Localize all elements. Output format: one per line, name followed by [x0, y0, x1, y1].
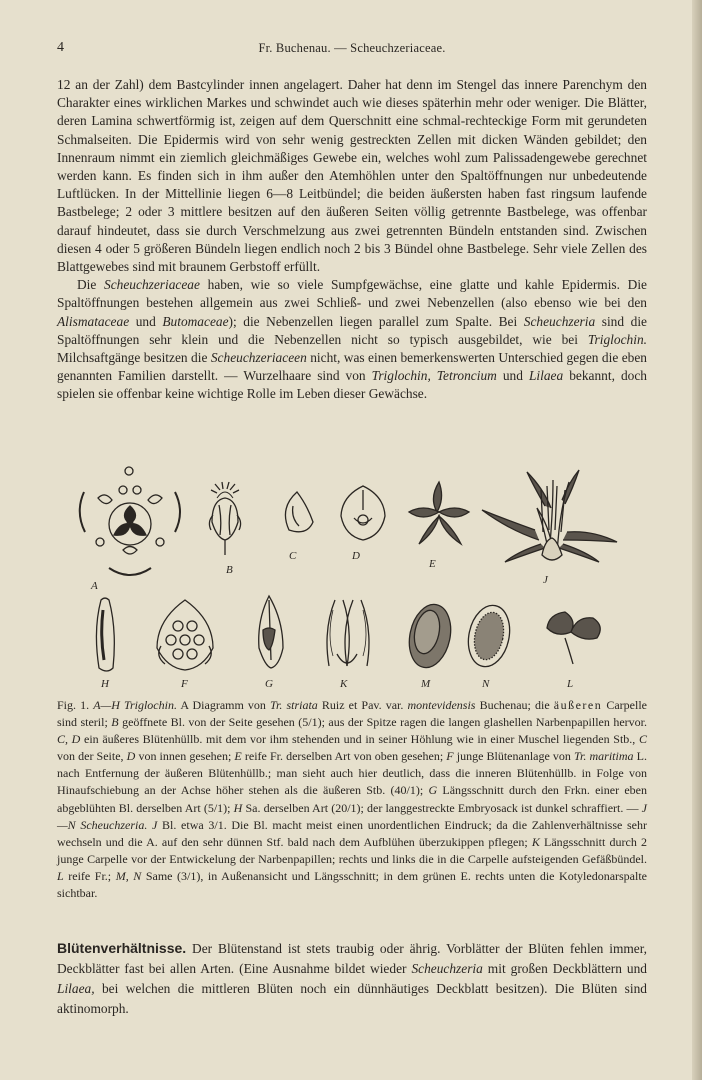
- tepal-d: [341, 486, 385, 540]
- figure-label-g: G: [265, 678, 273, 690]
- carpels-section-k: [327, 600, 369, 666]
- section-heading: Blütenverhältnisse.: [57, 940, 187, 956]
- body-text: [57, 76, 647, 404]
- paragraph-anatomy: 12 an der Zahl) dem Bastcylinder innen angelagert. Daher hat denn im Stengel das innere Parenchym den Charakter eines wirklichen Markes und schwindet auch wie dieses späterhin mehr oder weniger. Die Blätter, deren Lamina schwertförmig ist, zeigen auf dem Querschnitt eine schmal-rechteckige Form mit gerundeten Schmalseiten. Die Epidermis wird von sehr wenig gestreckten Zellen mit dicken Wänden gebildet; den Innenraum nimmt ein ziemlich gleichmäßiges Gewebe ein, welches wohl zum Palissadengewebe gerechnet werden kann. Es finden sich in ihm außer den Atemhöhlen unter den Spaltöffnungen nur unbedeutende Luftlücken. In der Mittellinie liegen 6—8 Leitbündel; die beiden äußersten haben fast ringsum laufende Bastbelege; 2 oder 3 mittlere besitzen auf den äußeren Seiten völlig getrennte Bastbelege, was offenbar darauf hindeutet, dass sie durch Verschmelzung aus zwei getrennten Bündeln entstanden sind. Zwischen diesen 4 oder 5 größeren Bündeln liegen endlich noch 2 bis 3 Bündel ohne Bastbelege. Sehr viele Zellen des Blattgewebes sind mit braunem Gerbstoff erfüllt.: [57, 77, 647, 275]
- tepal-c: [285, 492, 313, 532]
- seed-m: [404, 601, 456, 672]
- figure-label-e: E: [429, 558, 436, 570]
- seed-section-n: [463, 602, 515, 671]
- paragraph-epidermis: Die Scheuchzeriaceae haben, wie so viele Sumpfgewächse, eine glatte und kahle Epidermis. Die Spaltöffnungen bestehen allgemein aus zwei Schließ- und zwei Nebenzellen (also ebenso wie bei den Alismataceae und Butomaceae); die Nebenzellen liegen parallel zum Spalte. Bei Scheuchzeria sind die Spaltöffnungen sehr klein und die Nebenzellen nicht so typisch ausgebildet, wie bei Triglochin. Milchsaftgänge besitzen die Scheuchzeriaceen nicht, was einen bemerkenswerten Unterschied gegen die eben genannten Familien darstellt. — Wurzelhaare sind von Triglochin, Tetroncium und Lilaea bekannt, doch spielen sie offenbar keine wichtige Rolle im Leben dieser Gewächse.: [57, 277, 647, 402]
- caption-text: Fig. 1. A—H Triglochin. A Diagramm von Tr. striata Ruiz et Pav. var. montevidensis Buchenau; die äußeren Carpelle sind steril; B geöffnete Bl. von der Seite gesehen (5/1); aus der Spitze ragen die langen glashellen Narbenpapillen hervor. C, D ein äußeres Blütenhüllb. mit dem vor ihm stehenden und in seiner Höhlung wie in einer Muschel liegenden Stb., C von der Seite, D von innen gesehen; E reife Fr. derselben Art von oben gesehen; F junge Blütenanlage von Tr. maritima L. nach Entfernung der äußeren Blütenhüllb.; man sieht auch hier deutlich, dass die inneren Blütenhüllb. in Folge von Hinaufschiebung an der Achse höher stehen als die äußeren Stb. (40/1); G Längsschnitt durch den Frkn. einer eben abgeblühten Bl. derselben Art (5/1); H Sa. derselben Art (20/1); der langgestreckte Embryosack ist dunkel schraffiert. — J—N Scheuchzeria. J Bl. etwa 3/1. Die Bl. macht meist einen unordentlichen Eindruck; da die Zahlenverhältnisse sehr wechseln und die A. auf den sehr dünnen Stf. bald nach dem Aufblühen überzukippen pflegen; K Längsschnitt durch 2 junge Carpelle vor der Entwickelung der Narbenpapillen; rechts und links die in die Carpelle aufsteigenden Gefäßbündel. L reife Fr.; M, N Same (3/1), in Außenansicht und Längsschnitt; in dem grünen E. rechts unten die Kotyledonarspalte sichtbar.: [57, 698, 648, 901]
- ovule-section-h: [96, 598, 114, 671]
- figure-label-h: H: [101, 678, 109, 690]
- running-title: Fr. Buchenau. — Scheuchzeriaceae.: [258, 41, 446, 55]
- section-flower-relations: [57, 938, 647, 1019]
- fruit-top-e: [409, 482, 469, 544]
- floral-diagram-a: [80, 467, 180, 575]
- figure-label-n: N: [482, 678, 490, 690]
- figure-label-c: C: [289, 550, 297, 562]
- page-header: [57, 40, 647, 58]
- botanical-figure: [57, 460, 647, 692]
- figure-label-l: L: [567, 678, 574, 690]
- figure-label-a: A: [91, 580, 98, 592]
- figure-label-j: J: [543, 574, 548, 586]
- figure-label-f: F: [181, 678, 188, 690]
- ovary-section-g: [259, 596, 283, 668]
- page-edge: [692, 0, 702, 1080]
- flower-side-b: [209, 482, 240, 555]
- figure-label-d: D: [352, 550, 360, 562]
- figure-label-m: M: [421, 678, 431, 690]
- figure-label-k: K: [340, 678, 348, 690]
- figure-label-b: B: [226, 564, 233, 576]
- figure-caption: [57, 697, 647, 902]
- flower-bud-f: [157, 600, 213, 670]
- section-paragraph: Blütenverhältnisse. Der Blütenstand ist stets traubig oder ährig. Vorblätter der Blüten fehlen immer, Deckblätter fast bei allen Arten. (Eine Ausnahme bildet wieder Scheuchzeria mit großen Deckblättern und Lilaea, bei welchen die mittleren Blüten noch ein dünnhäutiges Deckblatt besitzen). Die Blüten sind aktinomorph.: [57, 940, 647, 1016]
- scheuchzeria-flower-j: [482, 470, 617, 562]
- ripe-fruit-l: [547, 612, 600, 664]
- page-number: 4: [57, 40, 64, 55]
- figure-drawings: [57, 460, 647, 692]
